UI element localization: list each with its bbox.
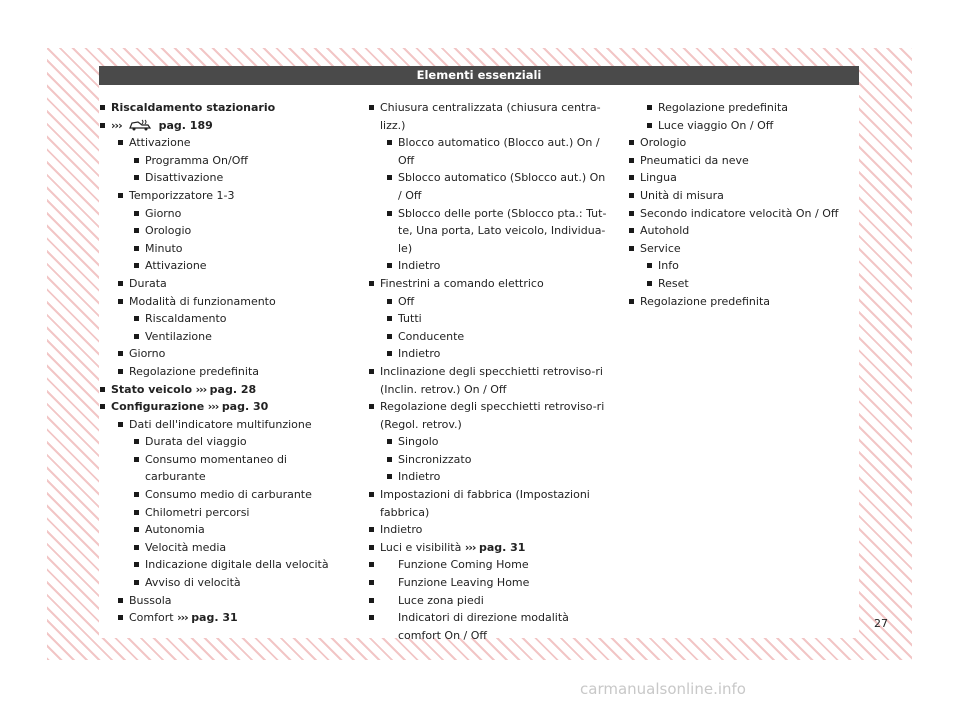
list-item: Dati dell'indicatore multifunzione (100, 416, 340, 434)
column-3 (629, 99, 859, 310)
list-item: Secondo indicatore velocità On / Off (629, 205, 859, 223)
list-item: Orologio (629, 134, 859, 152)
car-heater-icon (128, 119, 152, 131)
list-item: Regolazione predefinita (629, 99, 859, 117)
list-item: Funzione Leaving Home (369, 574, 609, 592)
list-item: Giorno (100, 205, 340, 223)
list-item: Indicatori di direzione modalità comfort On / Off (369, 609, 609, 644)
page-ref[interactable]: pag. 31 (191, 611, 238, 625)
list-item: Finestrini a comando elettrico (369, 275, 609, 293)
list-item: Bussola (100, 592, 340, 610)
list-item: Durata del viaggio (100, 433, 340, 451)
column-1 (100, 99, 340, 627)
ref-arrows: ››› (111, 118, 122, 132)
list-item: Ventilazione (100, 328, 340, 346)
list-item: Regolazione degli specchietti retroviso-ri (Regol. retrov.) (369, 398, 609, 433)
column-2 (369, 99, 609, 644)
list-item: Configurazione ››› pag. 30 (100, 398, 340, 416)
list-item: Autohold (629, 222, 859, 240)
list-item: Sblocco delle porte (Sblocco pta.: Tut-te, Una porta, Lato veicolo, Individua-le) (369, 205, 609, 258)
list-item: Riscaldamento stazionario (100, 99, 340, 117)
list-item: Attivazione (100, 257, 340, 275)
list-item: Chiusura centralizzata (chiusura centra-lizz.) (369, 99, 609, 134)
list-item: Indietro (369, 521, 609, 539)
list-item: Blocco automatico (Blocco aut.) On / Off (369, 134, 609, 169)
list-item: Unità di misura (629, 187, 859, 205)
list-item: Conducente (369, 328, 609, 346)
list-item: Reset (629, 275, 859, 293)
page-number: 27 (874, 617, 888, 630)
page-ref[interactable]: pag. 31 (478, 540, 526, 554)
list-item: Orologio (100, 222, 340, 240)
list-item: Durata (100, 275, 340, 293)
page-ref[interactable]: pag. 28 (209, 382, 257, 396)
list-item: Modalità di funzionamento (100, 293, 340, 311)
page-ref[interactable]: pag. 189 (158, 118, 213, 132)
list-item: Luci e visibilità ››› pag. 31 (369, 539, 609, 557)
list-item: Tutti (369, 310, 609, 328)
list-item: Luce zona piedi (369, 592, 609, 610)
list-item: Riscaldamento (100, 310, 340, 328)
list-item: Indicazione digitale della velocità (100, 556, 340, 574)
list-item: Minuto (100, 240, 340, 258)
list-item: Consumo medio di carburante (100, 486, 340, 504)
list-item: Disattivazione (100, 169, 340, 187)
list-item: Velocità media (100, 539, 340, 557)
list-item: Attivazione (100, 134, 340, 152)
list-item: Pneumatici da neve (629, 152, 859, 170)
list-item: Info (629, 257, 859, 275)
list-item: Sblocco automatico (Sblocco aut.) On / Off (369, 169, 609, 204)
list-item: Chilometri percorsi (100, 504, 340, 522)
list-item: Regolazione predefinita (629, 293, 859, 311)
section-header (99, 66, 859, 85)
list-item: Stato veicolo ››› pag. 28 (100, 381, 340, 399)
list-item: Programma On/Off (100, 152, 340, 170)
list-item: Comfort ››› pag. 31 (100, 609, 340, 627)
list-item: Consumo momentaneo di carburante (100, 451, 340, 486)
list-item: Indietro (369, 345, 609, 363)
list-item: Sincronizzato (369, 451, 609, 469)
list-item: Impostazioni di fabbrica (Impostazioni fabbrica) (369, 486, 609, 521)
list-item: Off (369, 293, 609, 311)
list-item: Funzione Coming Home (369, 556, 609, 574)
list-item: Avviso di velocità (100, 574, 340, 592)
list-item: Temporizzatore 1-3 (100, 187, 340, 205)
list-item: Autonomia (100, 521, 340, 539)
list-item: Giorno (100, 345, 340, 363)
list-item-ref (100, 117, 340, 135)
section-title: Elementi essenziali (416, 68, 542, 82)
list-item: Singolo (369, 433, 609, 451)
list-item: Indietro (369, 257, 609, 275)
watermark: carmanualsonline.info (580, 680, 746, 698)
page-ref[interactable]: pag. 30 (221, 400, 269, 414)
list-item: Luce viaggio On / Off (629, 117, 859, 135)
list-item: Indietro (369, 468, 609, 486)
list-item: Service (629, 240, 859, 258)
list-item: Lingua (629, 169, 859, 187)
list-item: Inclinazione degli specchietti retroviso-ri (Inclin. retrov.) On / Off (369, 363, 609, 398)
list-item: Regolazione predefinita (100, 363, 340, 381)
